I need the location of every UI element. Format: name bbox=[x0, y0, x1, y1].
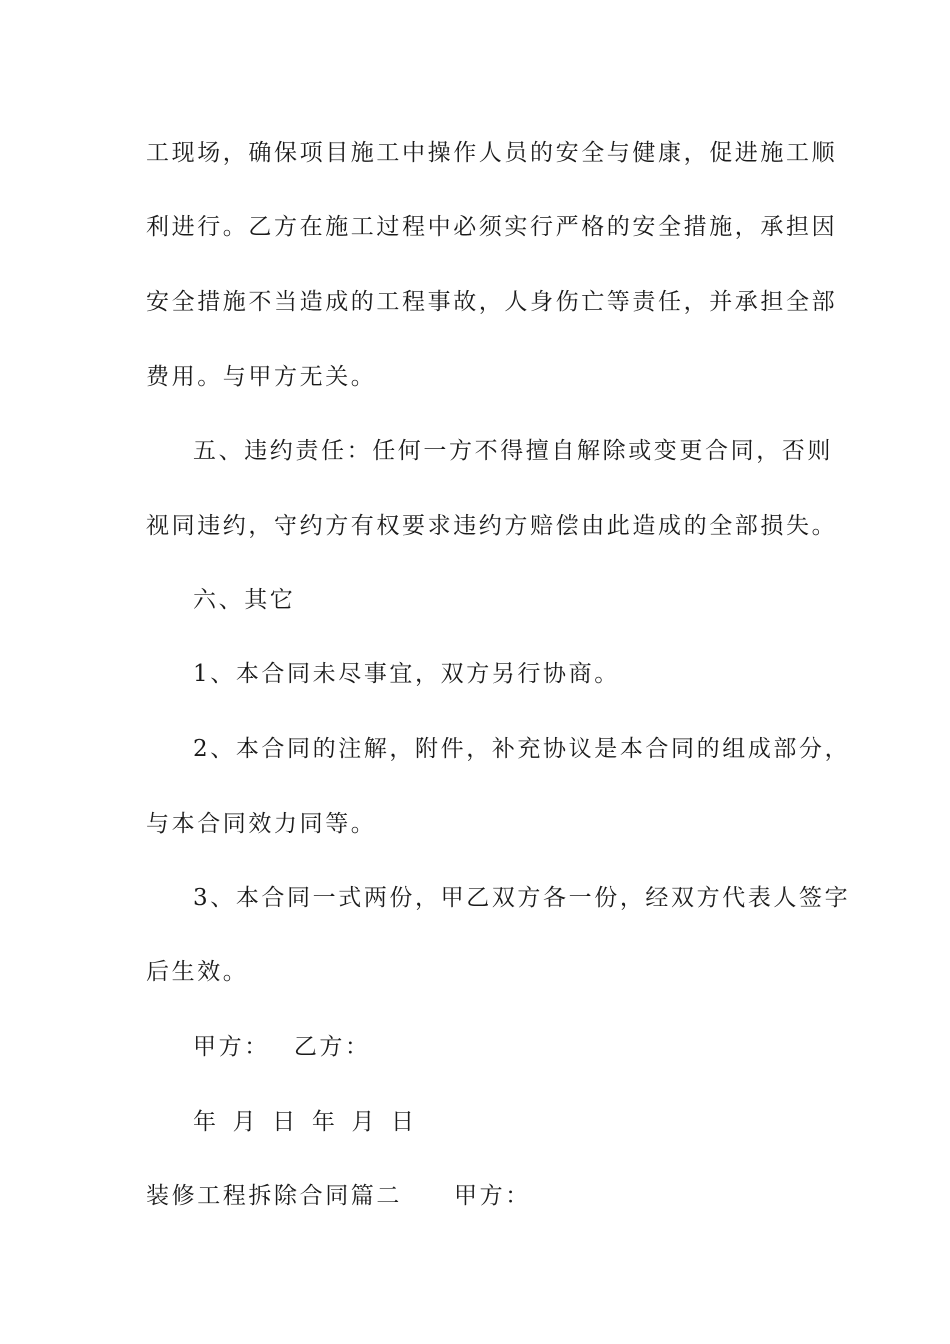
clause-item-2: 2、本合同的注解，附件，补充协议是本合同的组成部分， bbox=[193, 736, 851, 762]
signature-line bbox=[193, 1032, 863, 1062]
clause-breach-heading: 五、违约责任：任何一方不得擅自解除或变更合同，否则 bbox=[193, 438, 833, 464]
date-month-a: 月 bbox=[232, 1109, 259, 1135]
clause-item-3: 3、本合同一式两份，甲乙双方各一份，经双方代表人签字 bbox=[193, 885, 851, 911]
body-text-line: 与本合同效力同等。 bbox=[146, 811, 377, 837]
date-year-a: 年 bbox=[193, 1109, 219, 1135]
next-section-party-a: 甲方： bbox=[454, 1183, 531, 1209]
date-day-a: 日 bbox=[272, 1109, 298, 1135]
date-day-b: 日 bbox=[391, 1109, 417, 1135]
next-section-line bbox=[146, 1181, 816, 1211]
date-year-b: 年 bbox=[311, 1109, 338, 1135]
body-text-line: 费用。与甲方无关。 bbox=[146, 364, 377, 390]
body-text-line: 工现场，确保项目施工中操作人员的安全与健康，促进施工顺 bbox=[146, 140, 838, 166]
clause-other-heading: 六、其它 bbox=[193, 587, 296, 613]
party-a-label: 甲方： bbox=[193, 1034, 270, 1060]
body-text-line: 安全措施不当造成的工程事故，人身伤亡等责任，并承担全部 bbox=[146, 289, 838, 315]
next-section-title: 装修工程拆除合同篇二 bbox=[146, 1183, 402, 1209]
clause-item-1: 1、本合同未尽事宜，双方另行协商。 bbox=[193, 661, 620, 687]
body-text-line: 视同违约，守约方有权要求违约方赔偿由此造成的全部损失。 bbox=[146, 513, 838, 539]
date-month-b: 月 bbox=[351, 1109, 378, 1135]
body-text-line: 后生效。 bbox=[146, 959, 249, 985]
body-text-line: 利进行。乙方在施工过程中必须实行严格的安全措施，承担因 bbox=[146, 214, 838, 240]
date-line bbox=[193, 1107, 863, 1137]
party-b-label: 乙方： bbox=[293, 1034, 371, 1060]
